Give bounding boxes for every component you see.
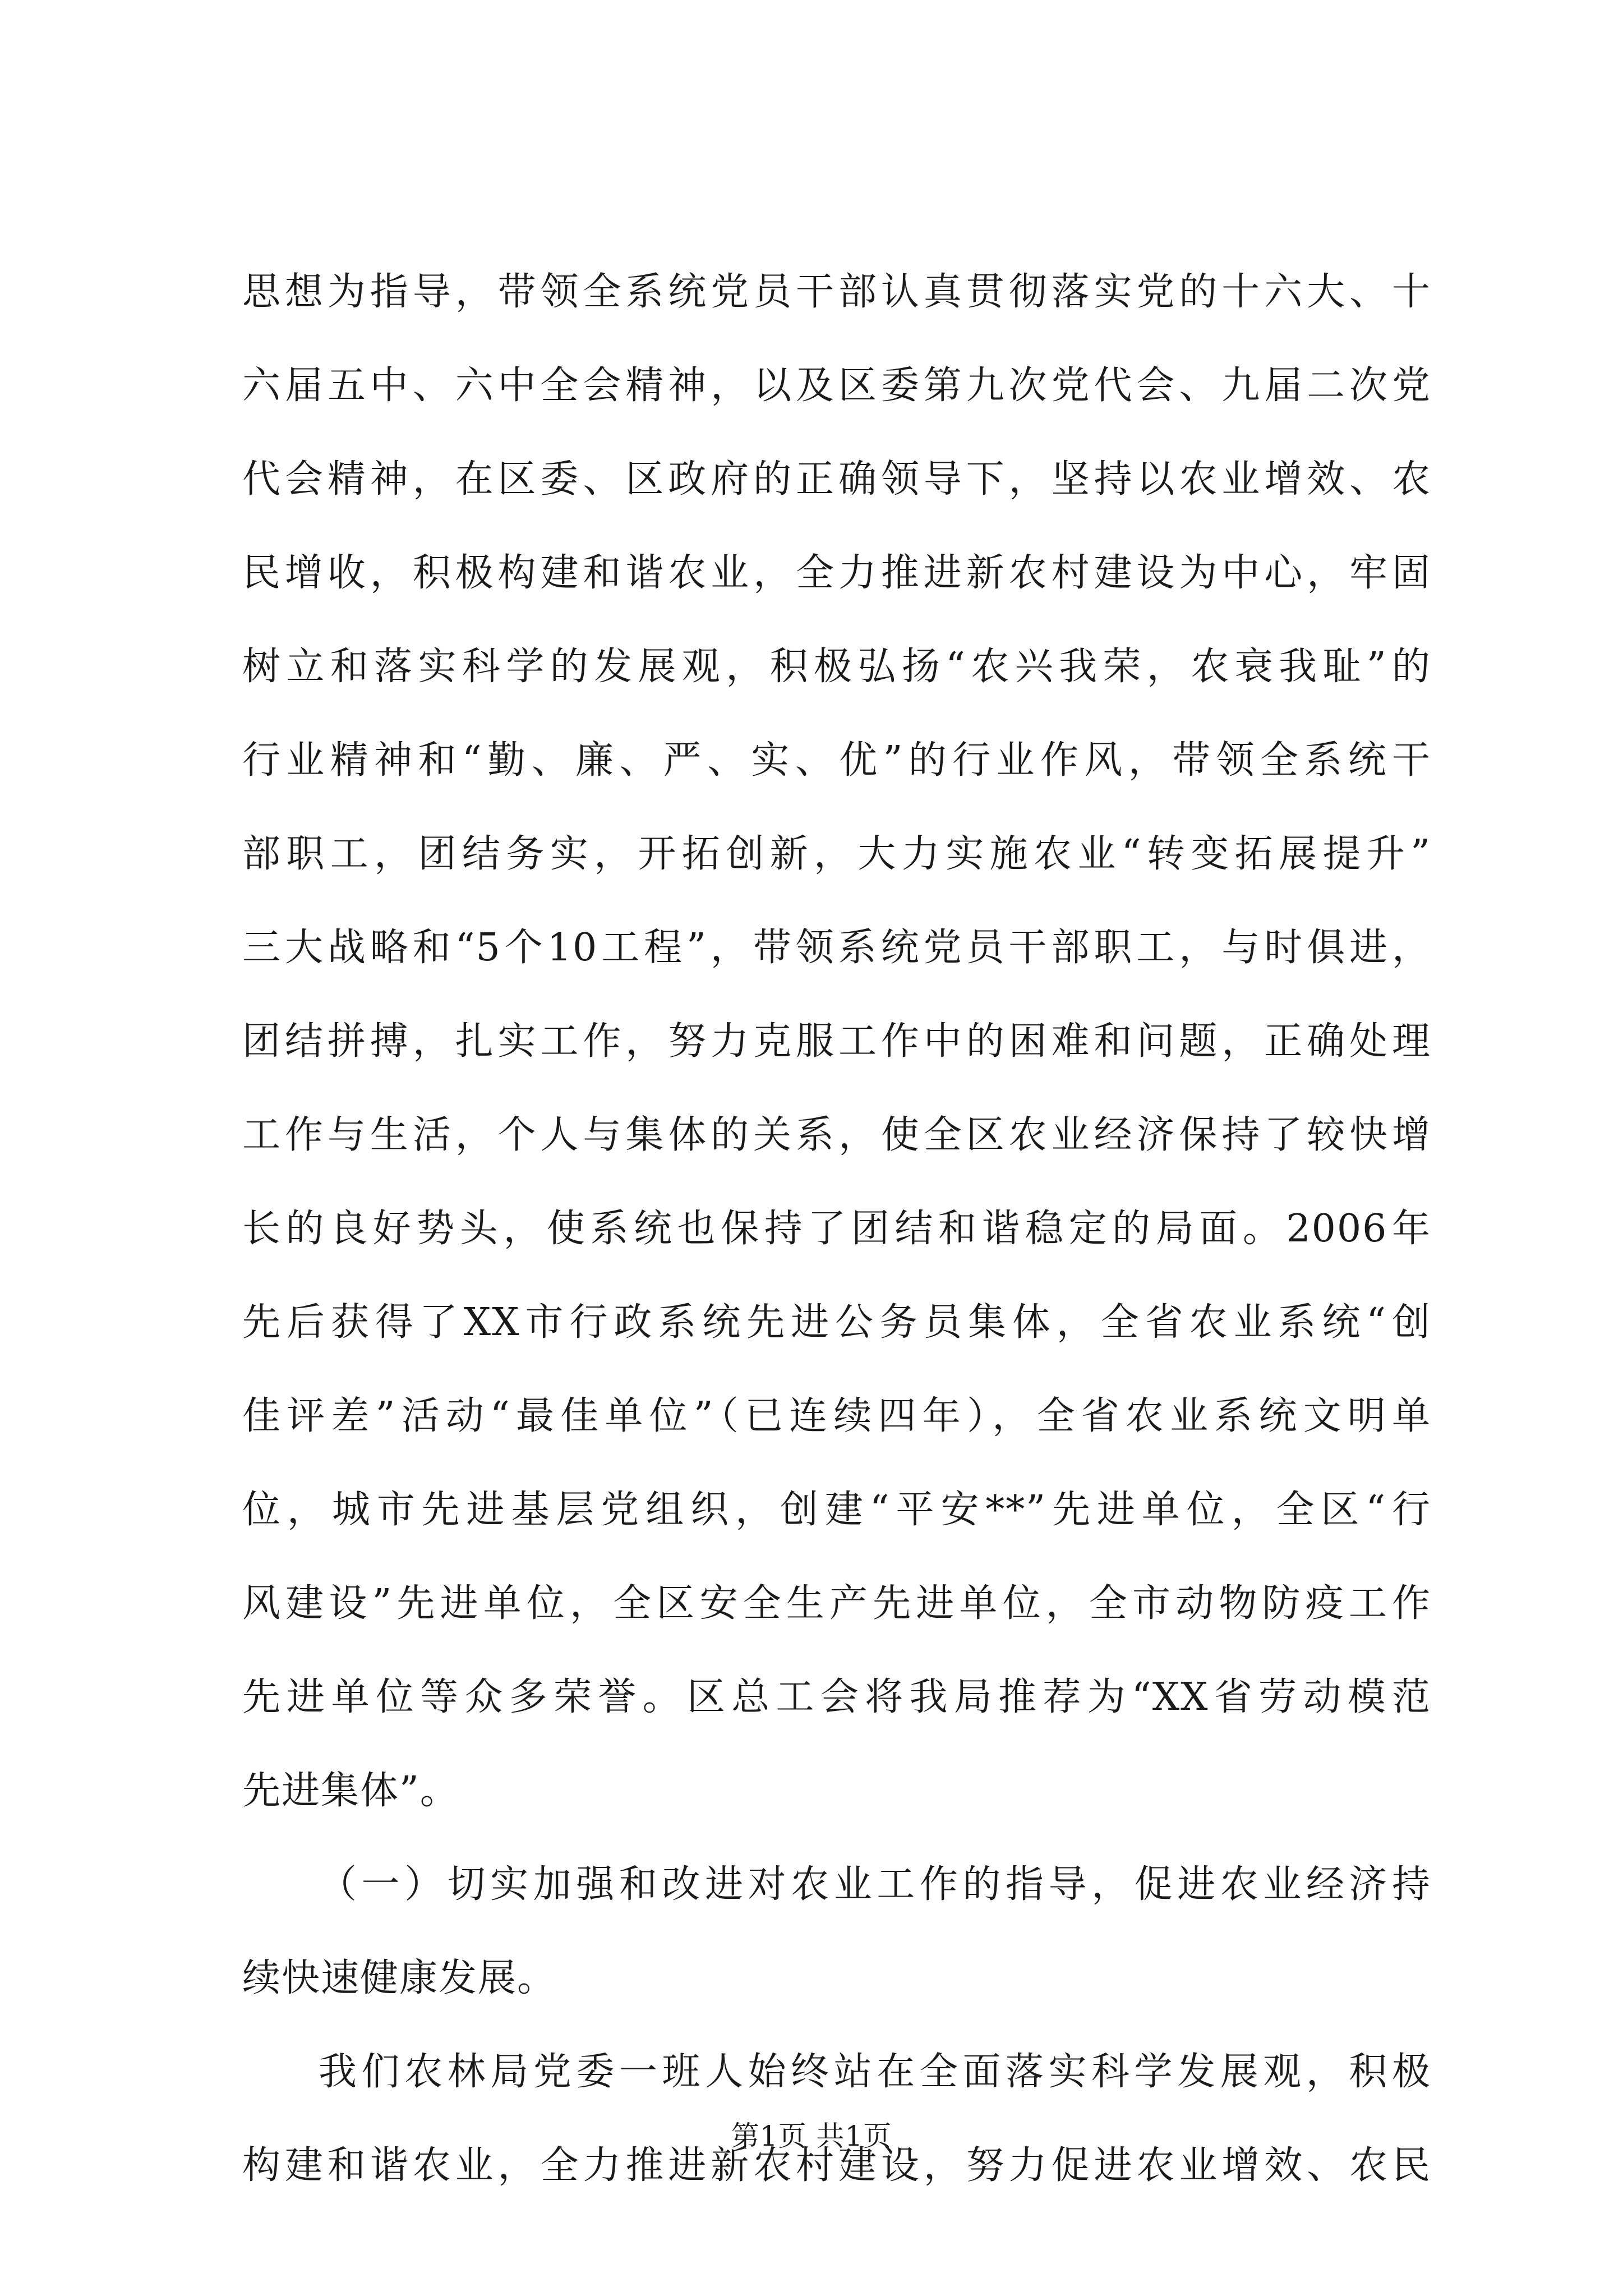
text-line: 思想为指导，带领全系统党员干部认真贯彻落实党的十六大、十 (242, 270, 1431, 314)
text-line: 我们农林局党委一班人始终站在全面落实科学发展观，积极 (319, 2050, 1431, 2094)
text-line: 团结拼搏，扎实工作，努力克服工作中的困难和问题，正确处理 (242, 1019, 1431, 1064)
text-line: 先后获得了XX市行政系统先进公务员集体，全省农业系统“创 (242, 1300, 1431, 1345)
text-line: 六届五中、六中全会精神，以及区委第九次党代会、九届二次党 (242, 364, 1431, 408)
text-line: 先进集体”。 (242, 1769, 459, 1813)
text-line: 工作与生活，个人与集体的关系，使全区农业经济保持了较快增 (242, 1113, 1431, 1157)
text-line: 位，城市先进基层党组织，创建“平安**”先进单位，全区“行 (242, 1488, 1431, 1532)
section-heading-line: （一）切实加强和改进对农业工作的指导，促进农业经济持 (319, 1862, 1431, 1907)
text-line: 民增收，积极构建和谐农业，全力推进新农村建设为中心，牢固 (242, 551, 1431, 595)
text-line: 行业精神和“勤、廉、严、实、优”的行业作风，带领全系统干 (242, 738, 1431, 783)
text-line: 构建和谐农业，全力推进新农村建设，努力促进农业增效、农民 (242, 2143, 1431, 2188)
text-line: 代会精神，在区委、区政府的正确领导下，坚持以农业增效、农 (242, 457, 1431, 501)
body-text (242, 265, 1431, 2232)
text-line: 风建设”先进单位，全区安全生产先进单位，全市动物防疫工作 (242, 1581, 1431, 1626)
text-line: 先进单位等众多荣誉。区总工会将我局推荐为“XX省劳动模范 (242, 1675, 1431, 1719)
text-line: 部职工，团结务实，开拓创新，大力实施农业“转变拓展提升” (242, 832, 1431, 876)
page-footer: 第1页 共1页 (731, 2120, 892, 2152)
text-line: 树立和落实科学的发展观，积极弘扬“农兴我荣，农衰我耻”的 (242, 645, 1431, 689)
text-line: 长的良好势头，使系统也保持了团结和谐稳定的局面。2006年 (242, 1207, 1431, 1251)
text-line: 佳评差”活动“最佳单位”（已连续四年），全省农业系统文明单 (242, 1394, 1431, 1438)
text-line: 三大战略和“5个10工程”，带领系统党员干部职工，与时俱进， (242, 926, 1431, 970)
section-heading-line: 续快速健康发展。 (242, 1956, 557, 2000)
